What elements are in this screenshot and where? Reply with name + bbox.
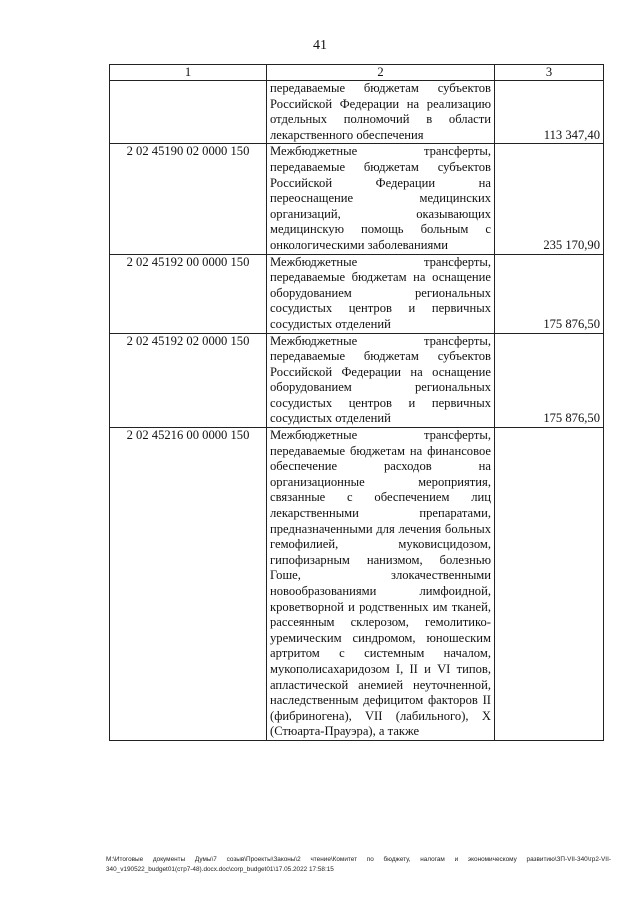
row-description: Межбюджетные трансферты, передаваемые бюджетам на оснащение оборудованием региональных сосудистых центров и первичных сосудистых отделений [267, 254, 495, 333]
table-row [110, 428, 604, 741]
row-amount: 235 170,90 [495, 144, 604, 254]
budget-revenue-table [109, 64, 604, 741]
row-code: 2 02 45192 02 0000 150 [110, 333, 267, 428]
row-amount: 175 876,50 [495, 333, 604, 428]
row-description: передаваемые бюджетам субъектов Российской Федерации на реализацию отдельных полномочий в области лекарственного обеспечения [267, 81, 495, 144]
document-footer-path: M:\Итоговые документы Думы\7 созыв\Проекты\Законы\2 чтение\Комитет по бюджету, налогам и экономическому развитию\ЗП-VII-340\гр2-VII-340_v190522_budget01(стр7-48).docx.doc\corp_budget01\17.05.2022 17:58:15 [106, 856, 611, 873]
table-row [110, 254, 604, 333]
page-number: 41 [313, 38, 327, 53]
row-description: Межбюджетные трансферты, передаваемые бюджетам субъектов Российской Федерации на оснащение оборудованием региональных сосудистых центров и первичных сосудистых отделений [267, 333, 495, 428]
row-code: 2 02 45192 00 0000 150 [110, 254, 267, 333]
column-header-description: 2 [267, 65, 495, 81]
column-header-code: 1 [110, 65, 267, 81]
table-row [110, 81, 604, 144]
row-code: 2 02 45216 00 0000 150 [110, 428, 267, 741]
row-code [110, 81, 267, 144]
table-row [110, 333, 604, 428]
table-row [110, 144, 604, 254]
row-amount: 175 876,50 [495, 254, 604, 333]
table-header-row [110, 65, 604, 81]
row-code: 2 02 45190 02 0000 150 [110, 144, 267, 254]
row-description: Межбюджетные трансферты, передаваемые бюджетам субъектов Российской Федерации на переоснащение медицинских организаций, оказывающих медицинскую помощь больным с онкологическими заболеваниями [267, 144, 495, 254]
row-description: Межбюджетные трансферты, передаваемые бюджетам на финансовое обеспечение расходов на организационные мероприятия, связанные с обеспечением лиц лекарственными препаратами, предназначенными для лечения больных гемофилией, муковисцидозом, гипофизарным нанизмом, болезнью Гоше, злокачественными новообразованиями лимфоидной, кроветворной и родственных им тканей, рассеянным склерозом, гемолитико-уремическим синдромом, юношеским артритом с системным началом, мукополисахаридозом I, II и VI типов, апластической анемией неуточненной, наследственным дефицитом факторов II (фибриногена), VII (лабильного), X (Стюарта-Прауэра), а также [267, 428, 495, 741]
column-header-amount: 3 [495, 65, 604, 81]
row-amount [495, 428, 604, 741]
row-amount: 113 347,40 [495, 81, 604, 144]
